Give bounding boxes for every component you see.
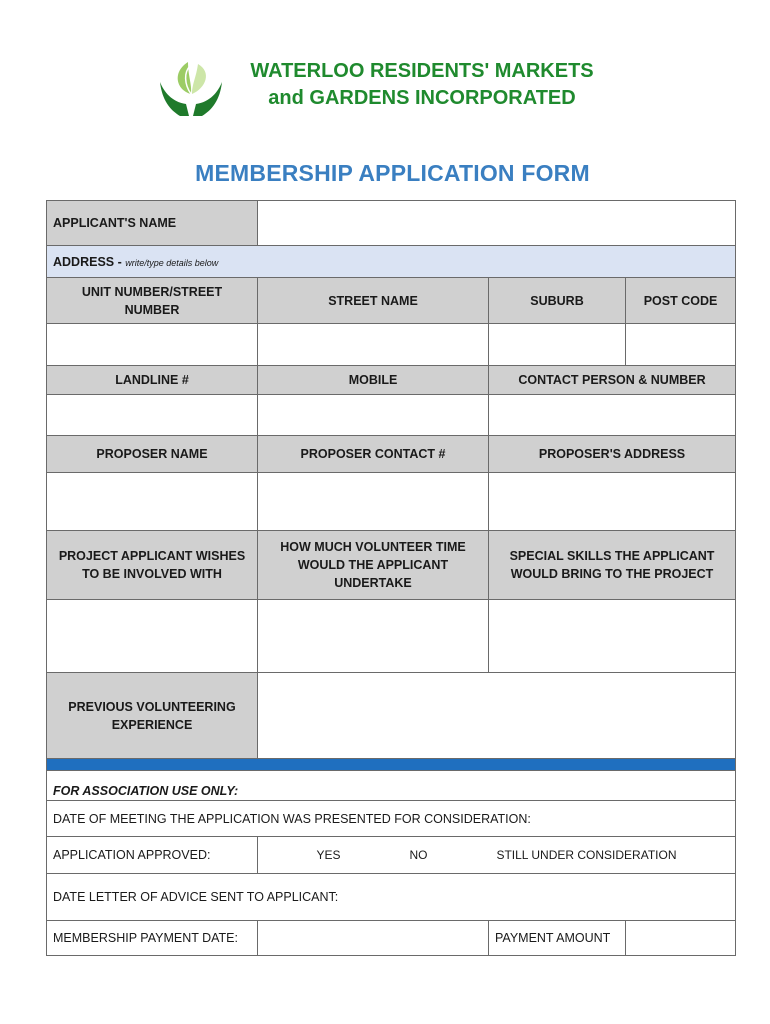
special-skills-header: SPECIAL SKILLS THE APPLICANT WOULD BRING TO THE PROJECT (489, 531, 736, 600)
proposer-address-header: PROPOSER'S ADDRESS (489, 436, 736, 473)
contact-person-field[interactable] (489, 395, 736, 436)
unit-street-number-field[interactable] (47, 324, 258, 366)
application-approved-label: APPLICATION APPROVED: (47, 837, 258, 874)
landline-header: LANDLINE # (47, 366, 258, 395)
address-label: ADDRESS (53, 254, 115, 269)
proposer-contact-header: PROPOSER CONTACT # (258, 436, 489, 473)
post-code-field[interactable] (626, 324, 736, 366)
mobile-field[interactable] (258, 395, 489, 436)
project-involvement-field[interactable] (47, 600, 258, 673)
meeting-date-row[interactable] (47, 801, 736, 837)
suburb-header: SUBURB (489, 278, 626, 324)
street-name-field[interactable] (258, 324, 489, 366)
form-title: MEMBERSHIP APPLICATION FORM (195, 160, 590, 186)
suburb-field[interactable] (489, 324, 626, 366)
street-name-header: STREET NAME (258, 278, 489, 324)
project-involvement-header: PROJECT APPLICANT WISHES TO BE INVOLVED WITH (47, 531, 258, 600)
applicant-name-label: APPLICANT'S NAME (47, 201, 258, 246)
organization-name (232, 58, 612, 112)
hands-holding-leaves-icon (158, 58, 224, 118)
special-skills-field[interactable] (489, 600, 736, 673)
proposer-name-header: PROPOSER NAME (47, 436, 258, 473)
approval-option-pending[interactable]: STILL UNDER CONSIDERATION (496, 848, 677, 862)
approval-options (258, 837, 736, 874)
letter-date-row[interactable] (47, 874, 736, 921)
previous-volunteering-field[interactable] (258, 673, 736, 759)
payment-date-field[interactable] (258, 921, 489, 956)
proposer-contact-field[interactable] (258, 473, 489, 531)
organization-name-line1: WATERLOO RESIDENTS' MARKETS (250, 60, 594, 82)
letter-date-label: DATE LETTER OF ADVICE SENT TO APPLICANT: (53, 890, 339, 904)
landline-field[interactable] (47, 395, 258, 436)
contact-person-header: CONTACT PERSON & NUMBER (489, 366, 736, 395)
post-code-header: POST CODE (626, 278, 736, 324)
unit-street-number-header: UNIT NUMBER/STREET NUMBER (47, 278, 258, 324)
previous-volunteering-label: PREVIOUS VOLUNTEERING EXPERIENCE (47, 673, 258, 759)
payment-amount-label: PAYMENT AMOUNT (489, 921, 626, 956)
mobile-header: MOBILE (258, 366, 489, 395)
membership-application-table (46, 200, 736, 956)
payment-date-label: MEMBERSHIP PAYMENT DATE: (47, 921, 258, 956)
address-section-header: ADDRESS - write/type details below (47, 246, 736, 278)
proposer-name-field[interactable] (47, 473, 258, 531)
address-hint: write/type details below (125, 257, 219, 268)
payment-amount-field[interactable] (626, 921, 736, 956)
volunteer-time-field[interactable] (258, 600, 489, 673)
organization-name-line2: and GARDENS INCORPORATED (268, 87, 576, 109)
section-divider (47, 759, 736, 771)
association-use-heading: FOR ASSOCIATION USE ONLY: (47, 771, 736, 801)
proposer-address-field[interactable] (489, 473, 736, 531)
approval-option-no[interactable]: NO (409, 848, 428, 862)
applicant-name-field[interactable] (258, 201, 736, 246)
letterhead (0, 0, 770, 140)
meeting-date-label: DATE OF MEETING THE APPLICATION WAS PRESENTED FOR CONSIDERATION: (53, 811, 531, 826)
volunteer-time-header: HOW MUCH VOLUNTEER TIME WOULD THE APPLICANT UNDERTAKE (258, 531, 489, 600)
approval-option-yes[interactable]: YES (316, 848, 341, 862)
